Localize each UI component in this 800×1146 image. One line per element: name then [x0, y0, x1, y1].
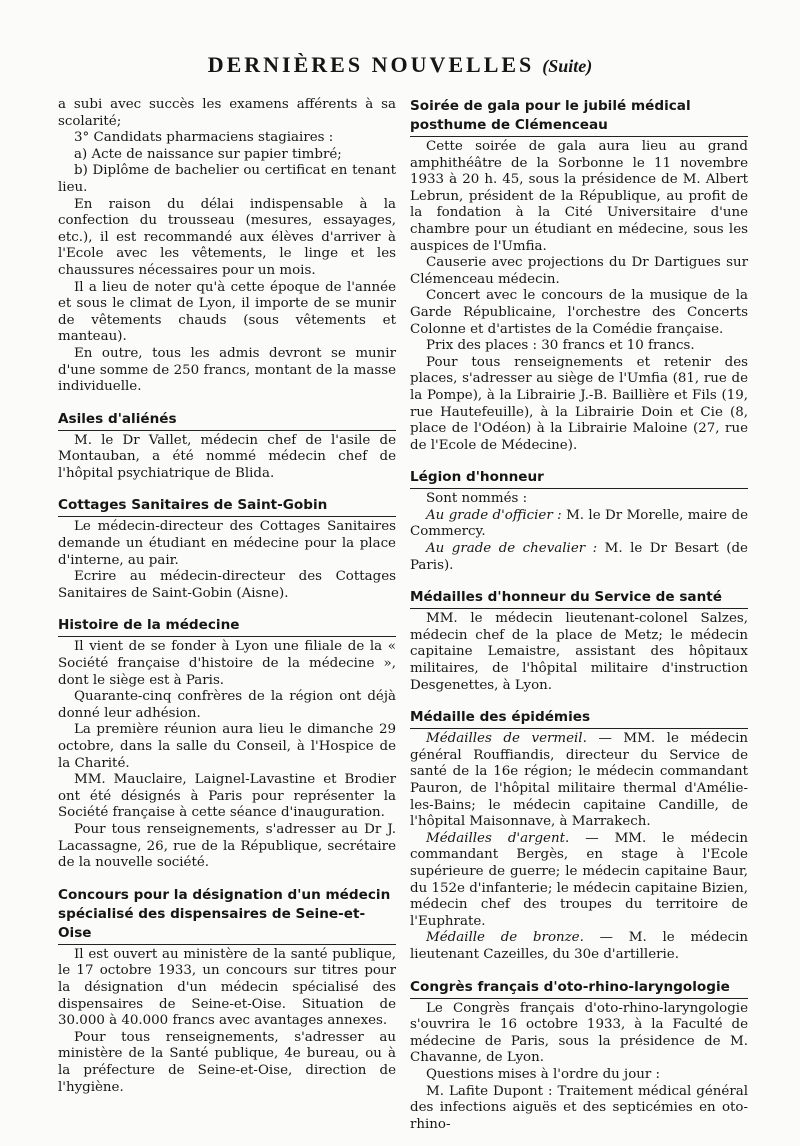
section-title-cottages: Cottages Sanitaires de Saint-Gobin — [58, 496, 396, 517]
section-paragraph: MM. le médecin lieutenant-colonel Salzes, médecin chef de la place de Metz; le médecin capitaine Lemaistre, assistant des hôpitaux militaires, de l'hôpital militaire d'instruction Desgenettes, à Lyon. — [410, 611, 748, 693]
right-column — [410, 97, 748, 1133]
section-paragraph: Pour tous renseignements, s'adresser au ministère de la Santé publique, 4e bureau, ou à la préfecture de Seine-et-Oise, direction de l'hygiène. — [58, 1029, 396, 1095]
medal-text: — MM. le médecin commandant Bergès, en stage à l'Ecole supérieure de guerre; le médecin capitaine Baur, du 152e d'infanterie; le médecin capitaine Bizien, médecin chef des troupes du territoire de l'Euphrate. — [410, 830, 748, 929]
section-paragraph: Prix des places : 30 francs et 10 francs. — [426, 338, 695, 354]
intro-paragraph: b) Diplôme de bachelier ou certificat en tenant lieu. — [58, 163, 396, 195]
intro-paragraph: Il a lieu de noter qu'à cette époque de l'année et sous le climat de Lyon, il importe de se munir de vêtements chauds (sous vêtements et manteau). — [58, 279, 396, 345]
section-paragraph: Il est ouvert au ministère de la santé publique, le 17 octobre 1933, un concours sur titres pour la désignation d'un médecin spécialisé des dispensaires de Seine-et-Oise. Situation de 30.000 à 40.000 francs avec avantages annexes. — [58, 946, 396, 1029]
intro-paragraph: a) Acte de naissance sur papier timbré; — [74, 146, 342, 162]
section-title-legion: Légion d'honneur — [410, 468, 748, 489]
running-title-suite: (Suite) — [542, 56, 593, 76]
section-paragraph: M. Lafite Dupont : Traitement médical général des infections aiguës et des septicémies en oto-rhino- — [410, 1083, 748, 1132]
section-title-histoire: Histoire de la médecine — [58, 616, 396, 637]
section-paragraph: MM. Mauclaire, Laignel-Lavastine et Brodier ont été désignés à Paris pour représenter la Société française à cette séance d'inauguration. — [58, 772, 396, 821]
section-paragraph — [410, 831, 748, 931]
section-title-congres: Congrès français d'oto-rhino-laryngologie — [410, 978, 748, 999]
section-paragraph: Questions mises à l'ordre du jour : — [426, 1066, 661, 1082]
section-paragraph — [410, 508, 748, 541]
grade-label: Au grade d'officier : — [426, 507, 562, 523]
section-paragraph: M. le Dr Vallet, médecin chef de l'asile de Montauban, a été nommé médecin chef de l'hôpital psychiatrique de Blida. — [58, 432, 396, 481]
section-title-epidemies: Médaille des épidémies — [410, 708, 748, 729]
medal-text: — MM. le médecin général Rouffiandis, directeur du Service de santé de la 16e région; le médecin commandant Pauron, de l'hôpital militaire thermal d'Amélie-les-Bains; le médecin capitaine Candille, de l'hôpital Maisonnave, à Marrakech. — [410, 731, 748, 830]
grade-label: Au grade de chevalier : — [426, 541, 598, 557]
section-title-asiles: Asiles d'aliénés — [58, 410, 396, 431]
section-title-soiree: Soirée de gala pour le jubilé médical posthume de Clémenceau — [410, 97, 748, 137]
section-paragraph: Concert avec le concours de la musique de la Garde Républicaine, l'orchestre des Concerts Colonne et d'artistes de la Comédie française. — [410, 288, 748, 337]
intro-paragraph: En outre, tous les admis devront se munir d'une somme de 250 francs, montant de la masse individuelle. — [58, 345, 396, 395]
medal-label: Médaille de bronze. — [426, 930, 584, 946]
section-paragraph: Ecrire au médecin-directeur des Cottages Sanitaires de Saint-Gobin (Aisne). — [58, 569, 396, 601]
medal-text: — M. le médecin lieutenant Cazeilles, du 30e d'artillerie. — [410, 930, 748, 962]
running-title — [0, 52, 800, 78]
grade-text: M. le Dr Besart (de Paris). — [410, 541, 748, 573]
medal-label: Médailles de vermeil. — [426, 731, 587, 747]
section-paragraph: La première réunion aura lieu le dimanche 29 octobre, dans la salle du Conseil, à l'Hospice de la Charité. — [58, 722, 396, 771]
left-column — [58, 97, 396, 1096]
section-paragraph: Le Congrès français d'oto-rhino-laryngologie s'ouvrira le 16 octobre 1933, à la Faculté de médecine de Paris, sous la présidence de M. Chavanne, de Lyon. — [410, 1000, 748, 1066]
section-title-concours: Concours pour la désignation d'un médecin spécialisé des dispensaires de Seine-et-Oise — [58, 886, 396, 945]
section-paragraph: Pour tous renseignements et retenir des places, s'adresser au siège de l'Umfia (81, rue de la Pompe), à la Librairie J.-B. Baillière et Fils (19, rue Hautefeuille), à la Librairie Doin et Cie (8, place de l'Odéon) à la Librairie Maloine (27, rue de l'Ecole de Médecine). — [410, 354, 748, 453]
section-paragraph: Quarante-cinq confrères de la région ont déjà donné leur adhésion. — [58, 689, 396, 721]
running-title-text: DERNIÈRES NOUVELLES — [207, 52, 535, 77]
section-paragraph: Causerie avec projections du Dr Dartigues sur Clémenceau médecin. — [410, 255, 748, 287]
section-paragraph — [410, 541, 748, 574]
section-paragraph: Sont nommés : — [426, 491, 528, 507]
section-title-medailles-service: Médailles d'honneur du Service de santé — [410, 588, 748, 609]
section-paragraph — [410, 930, 748, 963]
section-paragraph: Cette soirée de gala aura lieu au grand amphithéâtre de la Sorbonne le 11 novembre 1933 à 20 h. 45, sous la présidence de M. Albert Lebrun, président de la République, au profit de la fondation à la Cité Universitaire d'une chambre pour un étudiant en médecine, sous les auspices de l'Umfia. — [410, 139, 748, 254]
section-paragraph: Le médecin-directeur des Cottages Sanitaires demande un étudiant en médecine pour la place d'interne, au pair. — [58, 519, 396, 568]
intro-paragraph: En raison du délai indispensable à la confection du trousseau (mesures, essayages, etc.), il est recommandé aux élèves d'arriver à l'Ecole avec les vêtements, le linge et les chaussures nécessaires pour un mois. — [58, 196, 396, 278]
intro-paragraph: 3° Candidats pharmaciens stagiaires : — [74, 130, 334, 146]
medal-label: Médailles d'argent. — [426, 830, 570, 846]
section-paragraph: Il vient de se fonder à Lyon une filiale de la « Société française d'histoire de la médecine », dont le siège est à Paris. — [58, 639, 396, 688]
grade-text: M. le Dr Morelle, maire de Commercy. — [410, 507, 748, 540]
section-paragraph: Pour tous renseignements, s'adresser au Dr J. Lacassagne, 26, rue de la République, secrétaire de la nouvelle société. — [58, 821, 396, 871]
intro-paragraph: a subi avec succès les examens afférents à sa scolarité; — [58, 97, 396, 129]
section-paragraph — [410, 731, 748, 831]
